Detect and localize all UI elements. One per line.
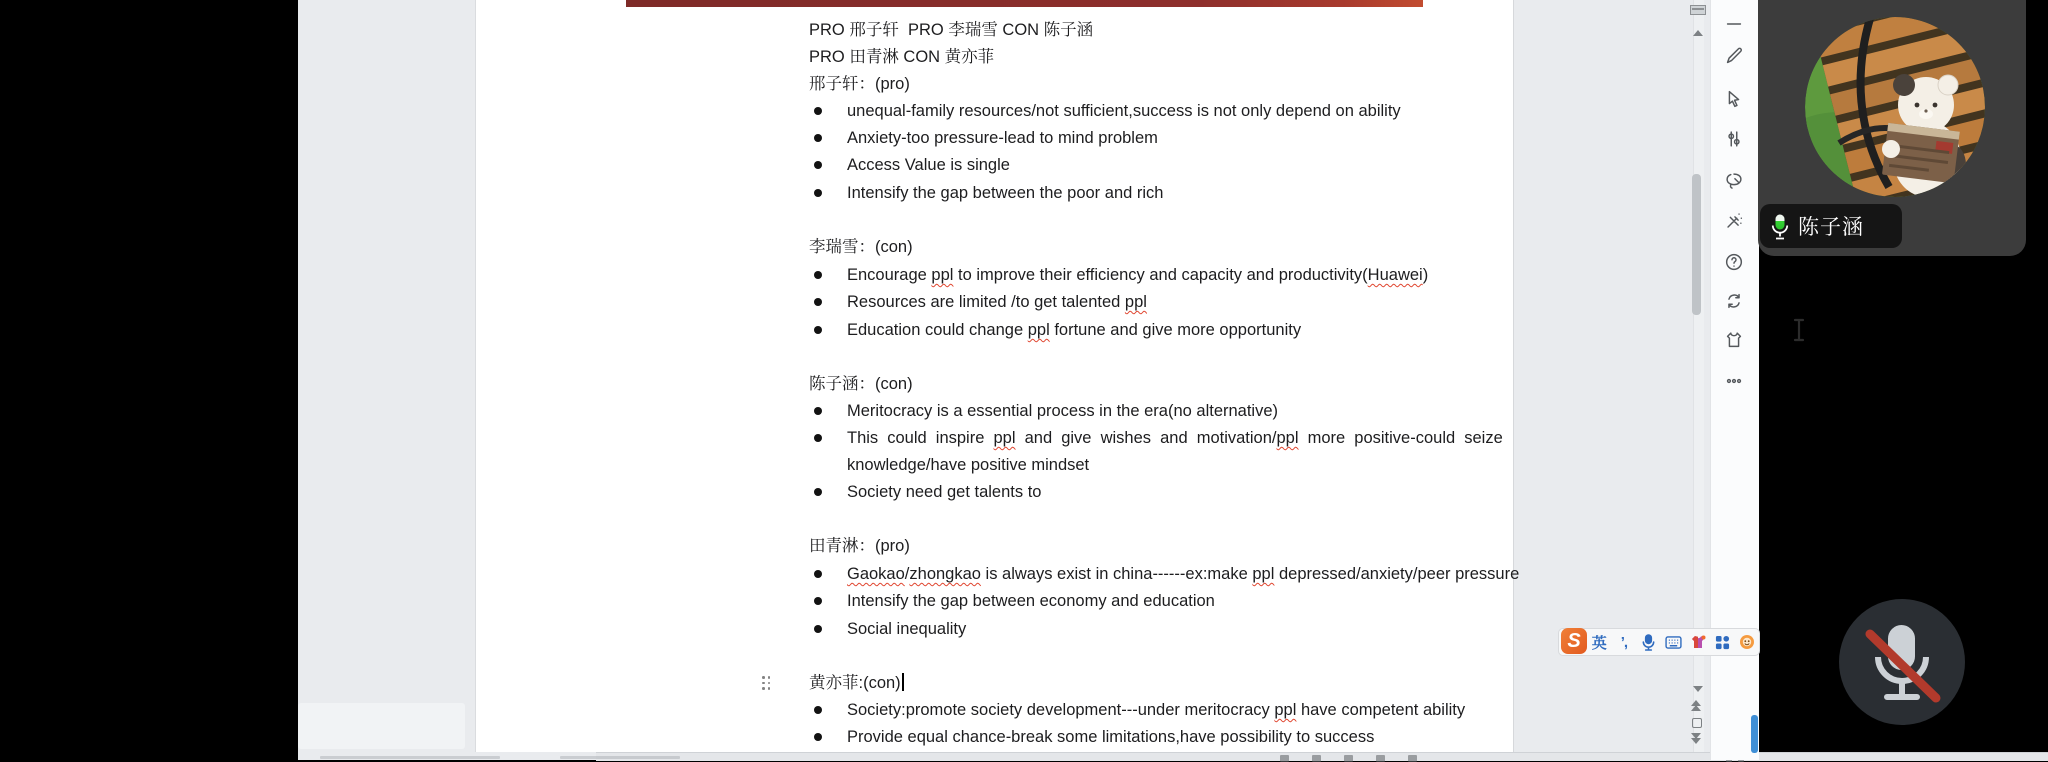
adjust-icon[interactable] <box>1721 126 1747 152</box>
doc-line[interactable]: 陈子涵：(con) <box>809 375 913 393</box>
doc-line[interactable]: Meritocracy is a essential process in the era(no alternative) <box>814 398 1278 425</box>
split-handle-icon[interactable] <box>1690 5 1706 15</box>
doc-line[interactable]: Anxiety-too pressure-lead to mind problem <box>814 125 1158 152</box>
doc-line[interactable]: unequal-family resources/not sufficient,success is not only depend on ability <box>814 98 1401 125</box>
toolbox-grid-icon[interactable] <box>1710 629 1735 655</box>
document-top-border <box>626 0 1423 7</box>
mic-active-icon <box>1770 213 1790 240</box>
emoji-icon[interactable] <box>1734 629 1759 655</box>
doc-line[interactable]: Education could change ppl fortune and give more opportunity <box>814 317 1301 344</box>
scroll-up-icon[interactable] <box>1693 30 1703 36</box>
mic-muted-icon <box>1839 599 1965 725</box>
bullet-icon <box>814 570 822 578</box>
sogou-logo-icon[interactable]: S <box>1561 628 1587 654</box>
bullet-icon <box>814 488 822 496</box>
doc-line[interactable]: Intensify the gap between economy and education <box>814 588 1215 615</box>
previous-page-icon[interactable] <box>1691 700 1701 711</box>
view-mode-icon[interactable] <box>1376 755 1385 762</box>
language-mode[interactable]: 英 <box>1591 634 1607 652</box>
document-page <box>475 0 1520 752</box>
punctuation-icon[interactable]: ’, <box>1620 633 1628 651</box>
bullet-icon <box>814 733 822 741</box>
doc-line[interactable]: knowledge/have positive mindset <box>847 456 1090 474</box>
toolbar-scroll-handle[interactable] <box>1751 715 1758 753</box>
view-mode-icon[interactable] <box>1312 755 1321 762</box>
shared-document-app <box>298 0 1758 760</box>
doc-line[interactable]: Provide equal chance-break some limitations,have possibility to success <box>814 724 1374 751</box>
doc-line[interactable]: 邢子轩：(pro) <box>809 75 910 93</box>
status-bar-text-hint <box>560 756 680 759</box>
participant-name-tag <box>1760 204 1902 248</box>
doc-line[interactable]: 黄亦菲:(con) <box>809 670 904 697</box>
collapse-icon[interactable] <box>1721 11 1747 37</box>
ibeam-cursor <box>1792 318 1806 342</box>
zoom-control-icon[interactable] <box>1408 755 1417 762</box>
doc-line[interactable]: 李瑞雪：(con) <box>809 238 913 256</box>
bullet-icon <box>814 271 822 279</box>
pen-icon[interactable] <box>1721 43 1747 69</box>
bullet-icon <box>814 189 822 197</box>
bullet-icon <box>814 161 822 169</box>
app-side-panel <box>298 703 465 749</box>
doc-line[interactable]: Intensify the gap between the poor and rich <box>814 180 1163 207</box>
participant-avatar <box>1805 17 1985 197</box>
voice-input-icon[interactable] <box>1636 629 1661 655</box>
scrollbar-thumb[interactable] <box>1692 174 1701 315</box>
doc-line[interactable]: Social inequality <box>814 616 966 643</box>
view-mode-icon[interactable] <box>1344 755 1353 762</box>
bullet-icon <box>814 407 822 415</box>
skin-icon[interactable] <box>1685 629 1710 655</box>
more-icon[interactable] <box>1721 368 1747 394</box>
bullet-icon <box>814 625 822 633</box>
ime-toolbar <box>1558 628 1760 656</box>
bullet-icon <box>814 597 822 605</box>
browse-object-icon[interactable] <box>1692 718 1702 728</box>
drag-handle-icon[interactable] <box>762 676 773 692</box>
doc-line[interactable]: This could inspire ppl and give wishes and motivation/ppl more positive-could seize <box>814 425 1503 452</box>
cursor-icon[interactable] <box>1721 86 1747 112</box>
theme-icon[interactable] <box>1721 327 1747 353</box>
doc-line[interactable]: PRO 邢子轩 PRO 李瑞雪 CON 陈子涵 <box>809 21 1094 39</box>
help-icon[interactable] <box>1721 249 1747 275</box>
lasso-icon[interactable] <box>1721 168 1747 194</box>
bullet-icon <box>814 134 822 142</box>
doc-line[interactable]: Society need get talents to <box>814 479 1041 506</box>
status-bar-text-hint <box>320 756 500 759</box>
doc-line[interactable]: 田青淋：(pro) <box>809 537 910 555</box>
magic-wand-icon[interactable] <box>1721 208 1747 234</box>
participant-name: 陈子涵 <box>1798 216 1864 239</box>
bullet-icon <box>814 107 822 115</box>
doc-line[interactable]: Resources are limited /to get talented ppl <box>814 289 1147 316</box>
doc-line[interactable]: PRO 田青淋 CON 黄亦菲 <box>809 48 995 66</box>
scroll-down-icon[interactable] <box>1693 686 1703 692</box>
bullet-icon <box>814 434 822 442</box>
bullet-icon <box>814 326 822 334</box>
bullet-icon <box>814 298 822 306</box>
doc-line[interactable]: Encourage ppl to improve their efficiency and capacity and productivity(Huawei) <box>814 262 1428 289</box>
bullet-icon <box>814 706 822 714</box>
doc-line[interactable]: Access Value is single <box>814 152 1010 179</box>
mute-button[interactable] <box>1839 599 1965 725</box>
doc-line[interactable]: Gaokao/zhongkao is always exist in china------ex:make ppl depressed/anxiety/peer pressure <box>814 561 1519 588</box>
doc-line[interactable]: Society:promote society development---under meritocracy ppl have competent ability <box>814 697 1465 724</box>
text-caret <box>902 673 904 691</box>
view-mode-icon[interactable] <box>1280 755 1289 762</box>
sync-icon[interactable] <box>1721 288 1747 314</box>
keyboard-icon[interactable] <box>1661 629 1686 655</box>
next-page-icon[interactable] <box>1691 733 1701 744</box>
